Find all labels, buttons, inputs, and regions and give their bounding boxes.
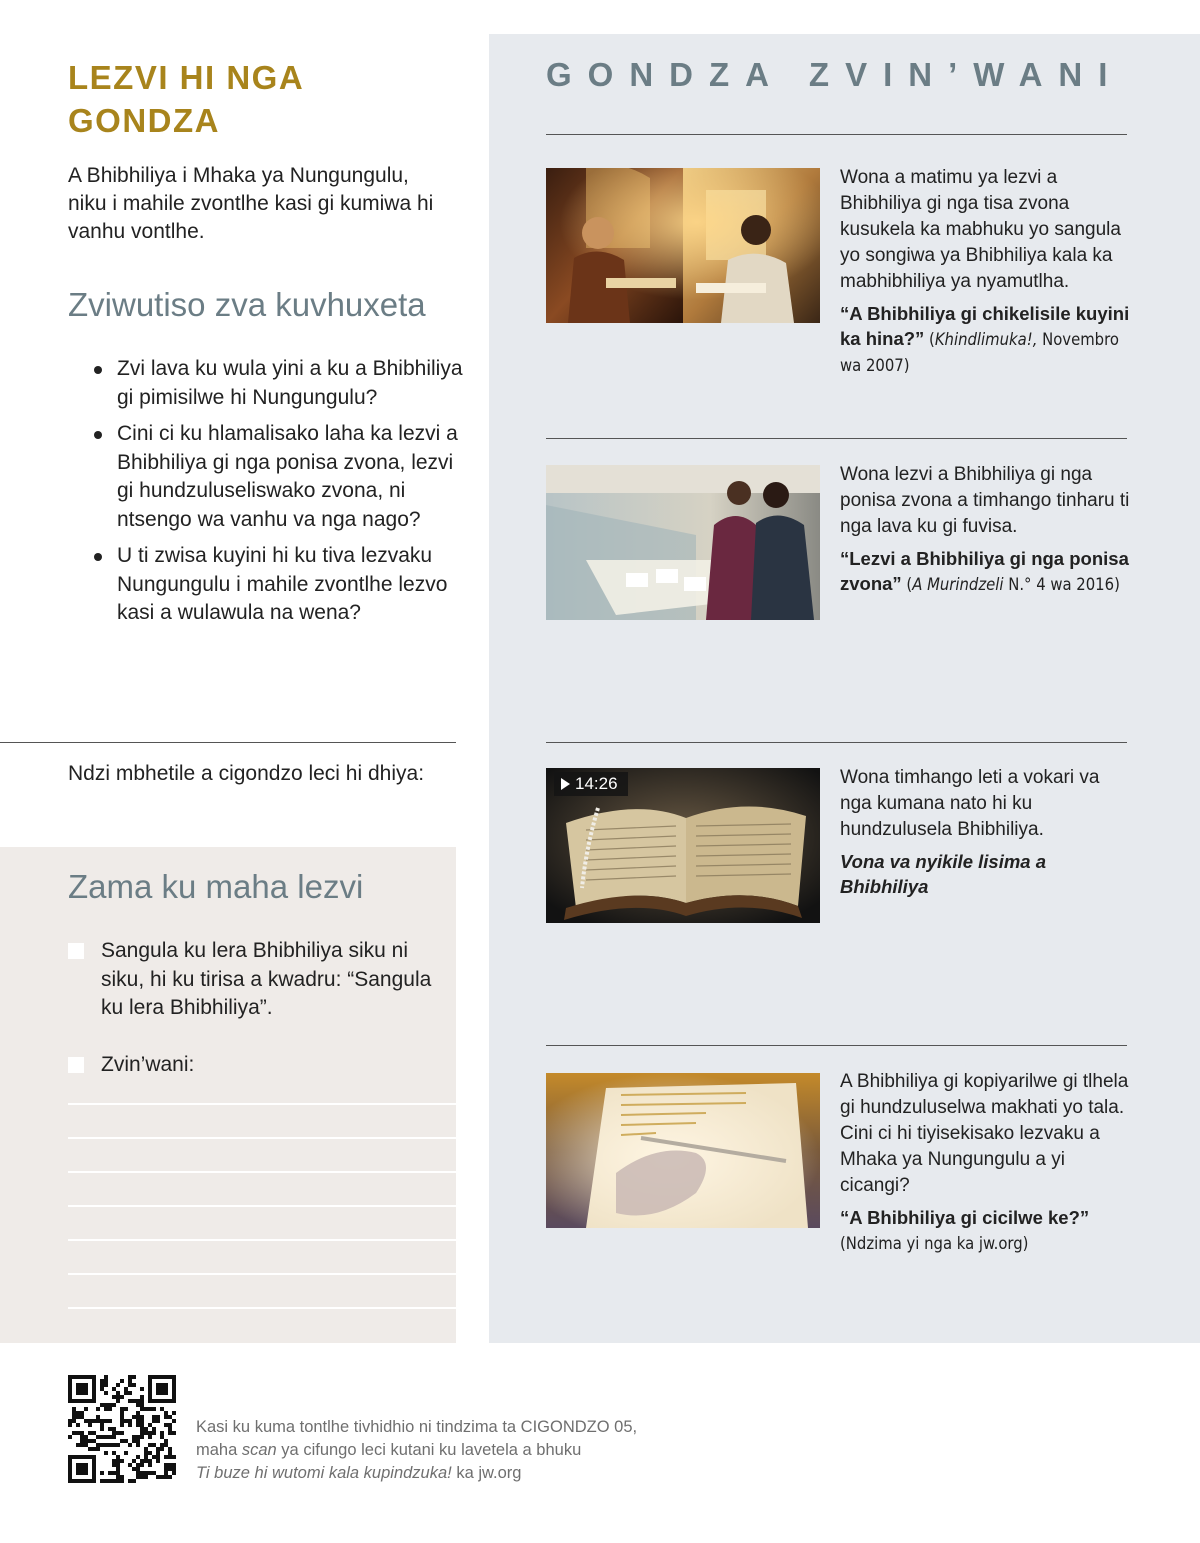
footer-line-2-post: ya cifungo leci kutani ku lavetela a bhuku xyxy=(276,1441,582,1459)
question-item: Zvi lava ku wula yini a ku a Bhibhiliya gi pimisilwe hi Nungungulu? xyxy=(90,355,465,412)
writing-line[interactable] xyxy=(68,1103,456,1105)
book-title: Ti buze hi wutomi kala kupindzuka! xyxy=(196,1464,452,1482)
entry-description: A Bhibhiliya gi kopiyarilwe gi tlhela gi hundzuluselwa makhati yo tala. Cini ci hi tiyisekisako lezvaku a Mhaka ya Nungungulu a yi cicangi? xyxy=(840,1071,1129,1196)
magazine-name: Khindlimuka!, xyxy=(934,330,1038,349)
divider xyxy=(546,742,1127,743)
museum-image xyxy=(546,465,820,620)
qr-code-icon xyxy=(68,1375,176,1483)
video-link[interactable] xyxy=(840,849,1130,899)
divider xyxy=(546,1045,1127,1046)
video-title[interactable]: Vona va nyikile lisima a Bhibhiliya xyxy=(840,851,1047,897)
article-title[interactable]: “Lezvi a Bhibhiliya gi nga ponisa zvona” xyxy=(840,548,1129,594)
article-entry xyxy=(840,165,1130,378)
article-entry xyxy=(840,1069,1130,1256)
magazine-name: A Murindzeli xyxy=(912,575,1004,594)
video-duration: 14:26 xyxy=(575,774,618,793)
writing-line[interactable] xyxy=(68,1273,456,1275)
checklist-item[interactable] xyxy=(68,937,448,1023)
entry-description: Wona timhango leti a vokari va nga kumana nato hi ku hundzulusela Bhibhiliya. xyxy=(840,767,1100,840)
source-text: ( xyxy=(924,330,935,349)
entry-description: Wona lezvi a Bhibhiliya gi nga ponisa zvona a timhango tinharu ti nga lava ku gi fuvisa. xyxy=(840,464,1130,537)
footer-line-3-post: ka jw.org xyxy=(451,1464,522,1482)
footer-line-2-italic: scan xyxy=(241,1441,277,1459)
writing-line[interactable] xyxy=(68,1171,456,1173)
article-thumbnail-scribes[interactable] xyxy=(546,168,820,323)
source-date: Novembro wa 2007) xyxy=(840,330,1119,375)
try-this-box xyxy=(0,847,456,1343)
article-link[interactable] xyxy=(840,546,1130,597)
writing-line[interactable] xyxy=(68,1307,456,1309)
article-thumbnail-museum[interactable] xyxy=(546,465,820,620)
video-thumbnail[interactable] xyxy=(546,768,820,923)
source-text: ( xyxy=(901,575,913,594)
checkbox[interactable] xyxy=(68,943,84,959)
writing-line[interactable] xyxy=(68,1205,456,1207)
completed-date-label: Ndzi mbhetile a cigondzo leci hi dhiya: xyxy=(68,762,425,785)
intro-text: A Bhibhiliya i Mhaka ya Nungungulu, niku i mahile zvontlhe kasi gi kumiwa hi vanhu vontlhe. xyxy=(68,164,434,243)
checklist-item[interactable] xyxy=(68,1051,448,1080)
divider xyxy=(0,742,456,743)
review-questions-list xyxy=(90,355,465,636)
source-date: N.° 4 wa 2016) xyxy=(1003,575,1120,594)
play-icon xyxy=(561,778,570,790)
footer-line-2-pre: maha xyxy=(196,1441,242,1459)
question-item: U ti zwisa kuyini hi ku tiva lezvaku Nungungulu i mahile zvontlhe lezvo kasi a wulawula na wena? xyxy=(90,542,465,628)
article-title[interactable]: “A Bhibhiliya gi cicilwe ke?” xyxy=(840,1207,1090,1228)
qr-code[interactable] xyxy=(68,1375,176,1483)
video-duration-badge xyxy=(554,772,628,796)
article-link[interactable] xyxy=(840,1205,1130,1256)
footer-note xyxy=(196,1416,816,1485)
manuscript-image xyxy=(546,1073,820,1228)
writing-line[interactable] xyxy=(68,1137,456,1139)
divider xyxy=(546,438,1127,439)
review-questions-heading: Zviwutiso zva kuvhuxeta xyxy=(68,286,426,323)
checkbox[interactable] xyxy=(68,1057,84,1073)
divider xyxy=(546,134,1127,135)
article-link[interactable] xyxy=(840,301,1130,378)
study-title: LEZVI HI NGA GONDZA xyxy=(68,59,303,139)
try-this-heading: Zama ku maha lezvi xyxy=(68,868,364,905)
question-item: Cini ci ku hlamalisako laha ka lezvi a Bhibhiliya gi nga ponisa zvona, lezvi gi hundzuluseliswako zvona, ni ntsengo wa vanhu va nga nago? xyxy=(90,420,465,534)
writing-line[interactable] xyxy=(68,1239,456,1241)
scribes-image xyxy=(546,168,820,323)
checklist-label: Zvin’wani: xyxy=(101,1053,195,1076)
checklist-label: Sangula ku lera Bhibhiliya siku ni siku, hi ku tirisa a kwadru: “Sangula ku lera Bhibhiliya”. xyxy=(101,939,432,1019)
entry-description: Wona a matimu ya lezvi a Bhibhiliya gi nga tisa zvona kusukela ka mabhuku yo sangula yo songiwa ya Bhibhiliya kala ka mabhibhiliya ya nyamutlha. xyxy=(840,167,1121,292)
video-entry xyxy=(840,765,1130,899)
learn-more-heading: GONDZA ZVIN’WANI xyxy=(546,56,1124,93)
article-title[interactable]: “A Bhibhiliya gi chikelisile kuyini ka hina?” xyxy=(840,303,1130,349)
article-entry xyxy=(840,462,1130,597)
article-thumbnail-manuscript[interactable] xyxy=(546,1073,820,1228)
source-date: (Ndzima yi nga ka jw.org) xyxy=(840,1234,1029,1253)
footer-line-1: Kasi ku kuma tontlhe tivhidhio ni tindzima ta CIGONDZO 05, xyxy=(196,1418,638,1436)
